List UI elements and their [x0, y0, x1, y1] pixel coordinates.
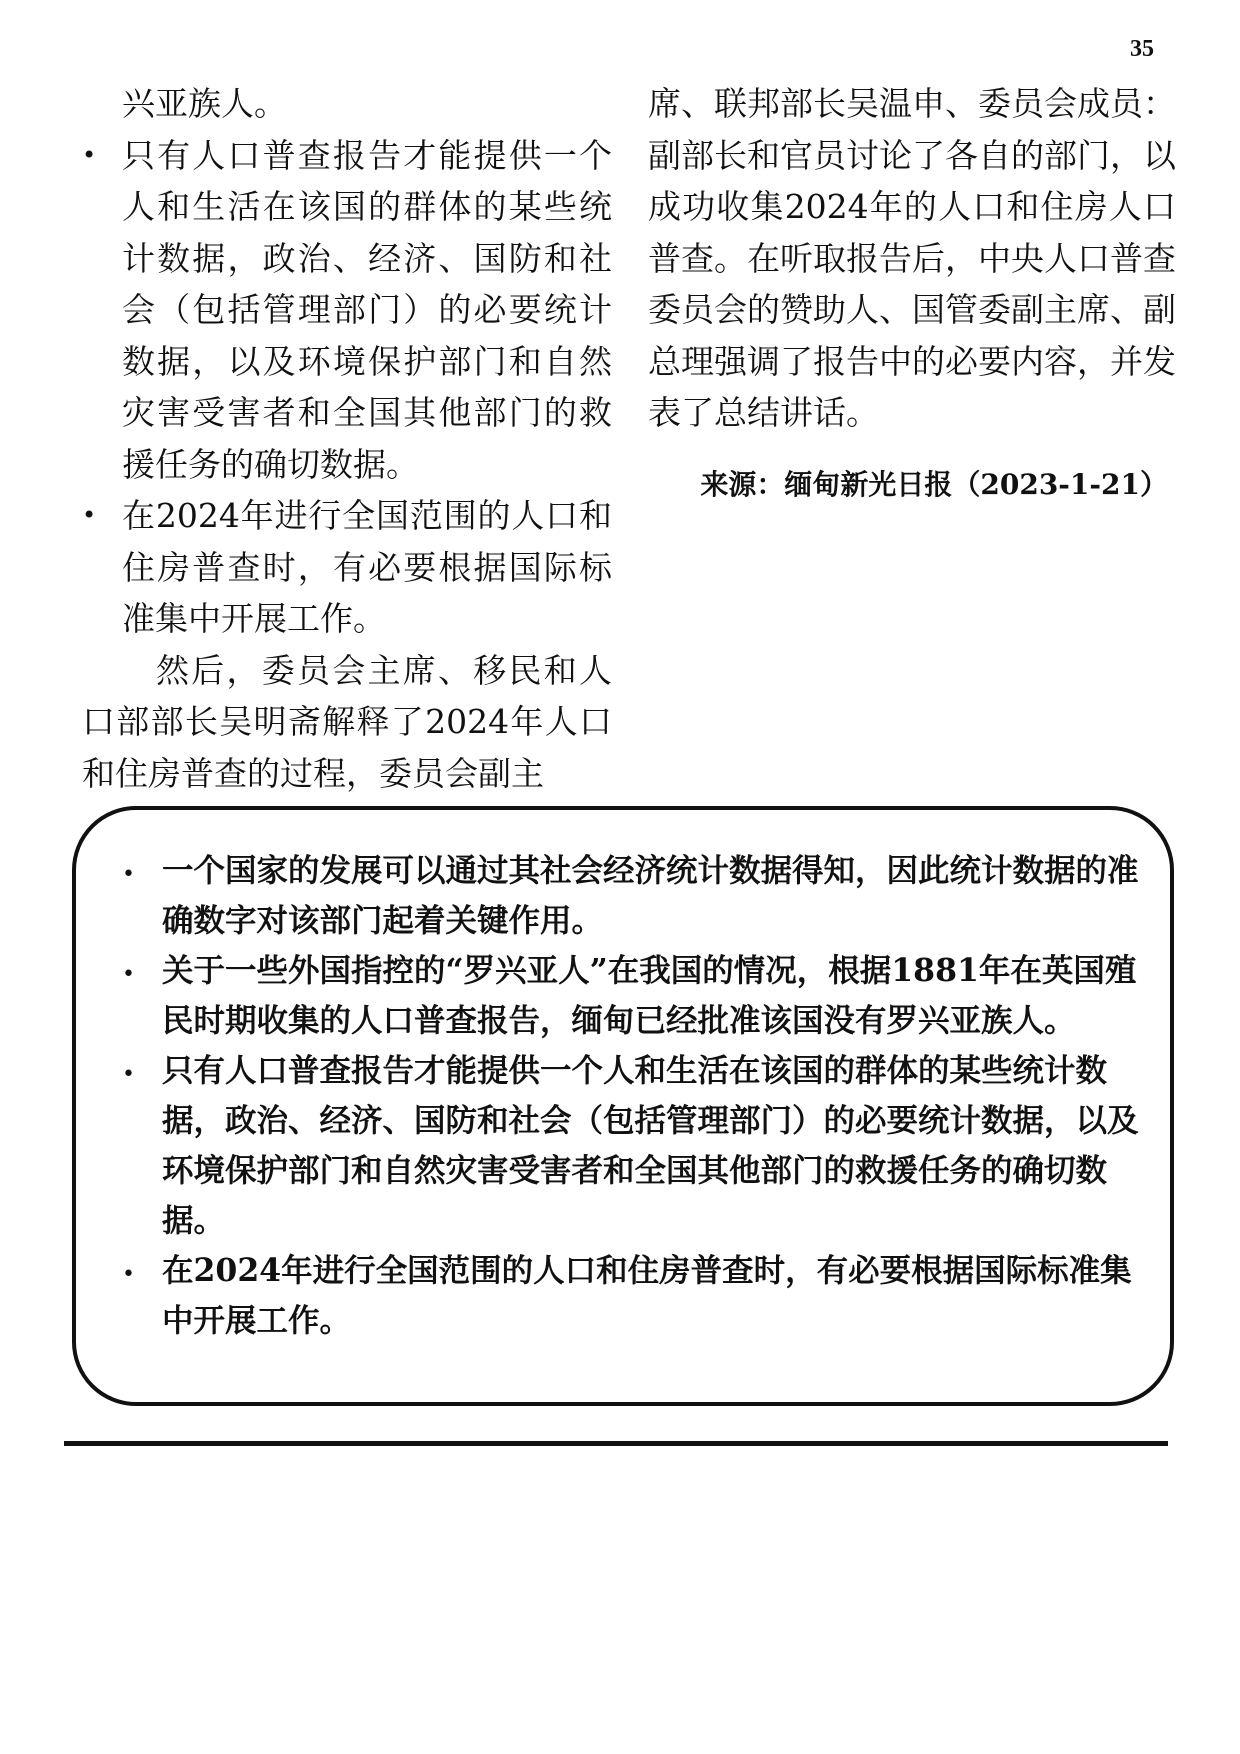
bullet-icon: •: [122, 1062, 135, 1087]
page-number: 35: [1130, 36, 1154, 62]
left-bullet-item: [82, 490, 612, 645]
summary-box: [72, 806, 1174, 1406]
left-column: [82, 78, 612, 799]
summary-item: [110, 946, 1142, 1046]
left-paragraph: 然后，委员会主席、移民和人口部部长吴明斋解释了2024年人口和住房普查的过程，委员会副主: [82, 650, 612, 793]
left-bullet-text: 在2024年进行全国范围的人口和住房普查时，有必要根据国际标准集中开展工作。: [122, 496, 612, 638]
summary-item: [110, 1046, 1142, 1246]
summary-item-text: 一个国家的发展可以通过其社会经济统计数据得知，因此统计数据的准确数字对该部门起着关键作用。: [162, 852, 1139, 939]
bullet-icon: •: [122, 862, 135, 887]
bullet-icon: •: [82, 140, 97, 169]
bullet-icon: •: [82, 501, 97, 529]
summary-item-text: 在2024年进行全国范围的人口和住房普查时，有必要根据国际标准集中开展工作。: [162, 1252, 1132, 1339]
bullet-icon: •: [122, 1262, 135, 1287]
summary-item-text: 只有人口普查报告才能提供一个人和生活在该国的群体的某些统计数据，政治、经济、国防和社会（包括管理部门）的必要统计数据，以及环境保护部门和自然灾害受害者和全国其他部门的救援任务的确切数据。: [162, 1052, 1139, 1239]
bullet-icon: •: [122, 962, 135, 987]
left-bullet-text: 只有人口普查报告才能提供一个人和生活在该国的群体的某些统计数据，政治、经济、国防和社会（包括管理部门）的必要统计数据，以及环境保护部门和自然灾害受害者和全国其他部门的救援任务的确切数据。: [122, 135, 612, 484]
summary-item-text: 关于一些外国指控的“罗兴亚人”在我国的情况，根据1881年在英国殖民时期收集的人口普查报告，缅甸已经批准该国没有罗兴亚族人。: [162, 952, 1137, 1039]
right-column: [648, 78, 1176, 510]
horizontal-rule: [64, 1441, 1168, 1446]
left-bullet-item: [82, 130, 612, 491]
summary-item: [110, 1246, 1142, 1346]
left-continuation-text: 兴亚族人。: [122, 84, 287, 123]
summary-item: [110, 846, 1142, 946]
source-citation: 来源：缅甸新光日报（2023-1-21）: [700, 467, 1168, 501]
right-paragraph: 席、联邦部长吴温申、委员会成员：副部长和官员讨论了各自的部门，以成功收集2024年的人口和住房人口普查。在听取报告后，中央人口普查委员会的赞助人、国管委副主席、副总理强调了报告中的必要内容，并发表了总结讲话。: [648, 84, 1176, 432]
